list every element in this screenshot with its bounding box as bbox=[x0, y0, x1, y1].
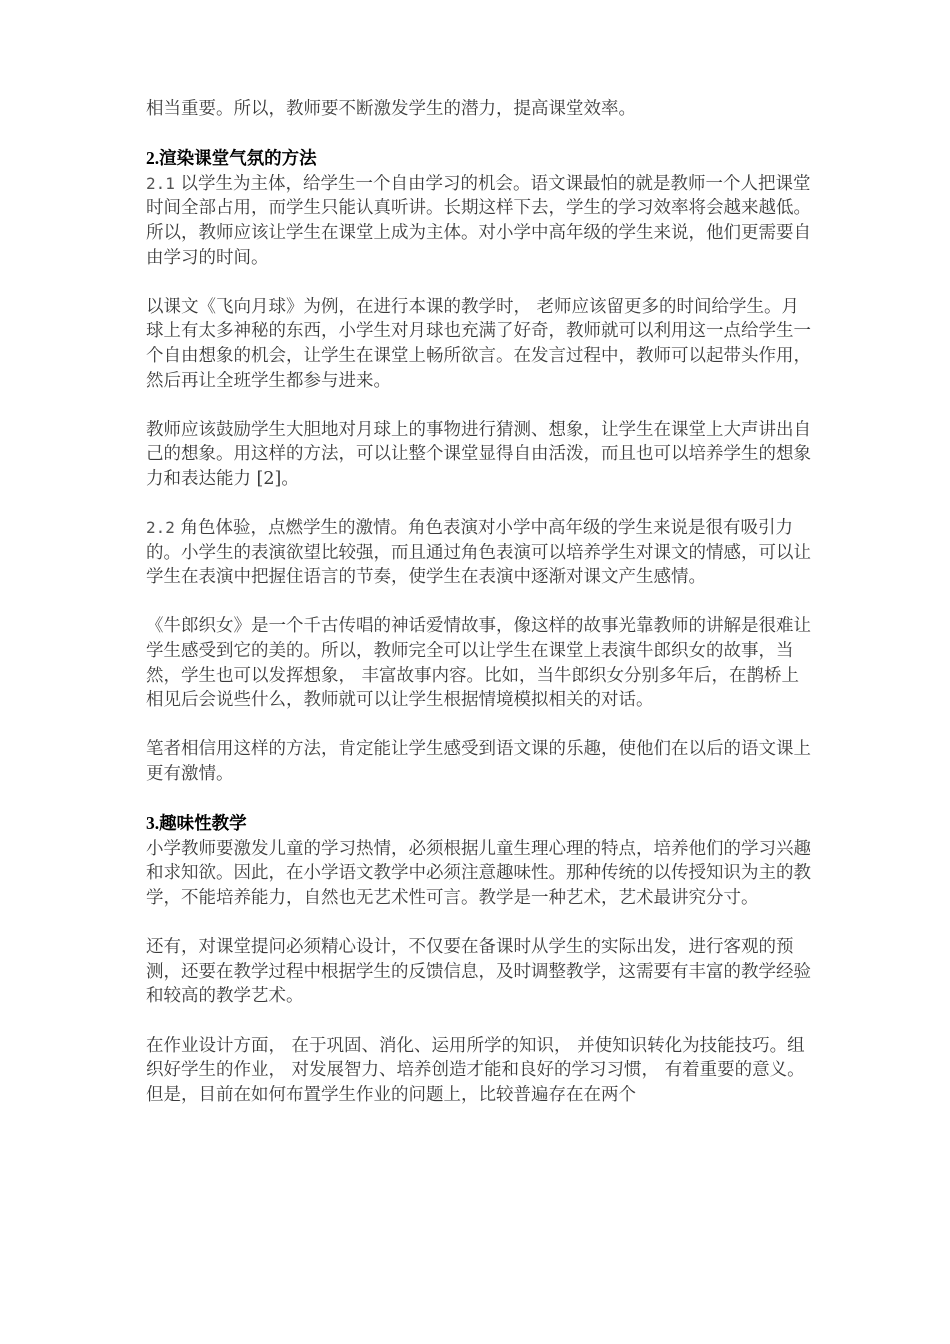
section-title-text: 趣味性教学 bbox=[159, 814, 247, 835]
section-number: 3. bbox=[146, 813, 160, 834]
paragraph: 《牛郎织女》是一个千古传唱的神话爱情故事，像这样的故事光靠教师的讲解是很难让学生感受到它的美的。所以，教师完全可以让学生在课堂上表演牛郎织女的故事，当然，学生也可以发挥想象， 丰富故事内容。比如，当牛郎织女分别多年后，在鹊桥上相见后会说些什么，教师就可以让学生根据情境模拟相关的对话。 bbox=[146, 616, 811, 711]
section-title-text: 渲染课堂气氛的方法 bbox=[159, 149, 317, 170]
paragraph: 相当重要。所以，教师要不断激发学生的潜力，提高课堂效率。 bbox=[146, 99, 636, 119]
paragraph: 还有，对课堂提问必须精心设计，不仅要在备课时从学生的实际出发，进行客观的预测，还要在教学过程中根据学生的反馈信息，及时调整教学，这需要有丰富的教学经验和较高的教学艺术。 bbox=[146, 937, 811, 1007]
paragraph: 教师应该鼓励学生大胆地对月球上的事物进行猜测、想象，让学生在课堂上大声讲出自己的想象。用这样的方法，可以让整个课堂显得自由活泼，而且也可以培养学生的想象力和表达能力 [2]。 bbox=[146, 419, 811, 489]
paragraph bbox=[146, 516, 812, 590]
subsection-number: 2.1 bbox=[146, 173, 175, 193]
document-page bbox=[146, 97, 812, 1132]
section-2 bbox=[146, 146, 812, 786]
paragraph: 笔者相信用这样的方法，肯定能让学生感受到语文课的乐趣，使他们在以后的语文课上更有激情。 bbox=[146, 739, 811, 785]
paragraph: 在作业设计方面， 在于巩固、消化、运用所学的知识， 并使知识转化为技能技巧。组织好学生的作业， 对发展智力、培养创造才能和良好的学习习惯， 有着重要的意义。但是，目前在如何布置学生作业的问题上，比较普遍存在在两个 bbox=[146, 1035, 805, 1105]
paragraph bbox=[146, 172, 812, 270]
section-heading bbox=[146, 146, 812, 172]
section-heading bbox=[146, 811, 812, 837]
paragraph-text: 角色体验，点燃学生的激情。角色表演对小学中高年级的学生来说是很有吸引力的。小学生的表演欲望比较强，而且通过角色表演可以培养学生对课文的情感，可以让学生在表演中把握住语言的节奏，使学生在表演中逐渐对课文产生感情。 bbox=[146, 518, 811, 588]
section-number: 2. bbox=[146, 148, 160, 169]
subsection-number: 2.2 bbox=[146, 518, 175, 538]
section-3 bbox=[146, 811, 812, 1107]
paragraph-text: 以学生为主体，给学生一个自由学习的机会。语文课最怕的就是教师一个人把课堂时间全部占用，而学生只能认真听讲。长期这样下去，学生的学习效率将会越来越低。所以，教师应该让学生在课堂上成为主体。对小学中高年级的学生来说，他们更需要自由学习的时间。 bbox=[146, 173, 811, 268]
paragraph: 小学教师要激发儿童的学习热情，必须根据儿童生理心理的特点，培养他们的学习兴趣和求知欲。因此，在小学语文教学中必须注意趣味性。那种传统的以传授知识为主的教学，不能培养能力，自然也无艺术性可言。教学是一种艺术，艺术最讲究分寸。 bbox=[146, 838, 811, 908]
paragraph: 以课文《飞向月球》为例，在进行本课的教学时， 老师应该留更多的时间给学生。月球上有太多神秘的东西，小学生对月球也充满了好奇，教师就可以利用这一点给学生一个自由想象的机会，让学生在课堂上畅所欲言。在发言过程中，教师可以起带头作用，然后再让全班学生都参与进来。 bbox=[146, 296, 811, 391]
